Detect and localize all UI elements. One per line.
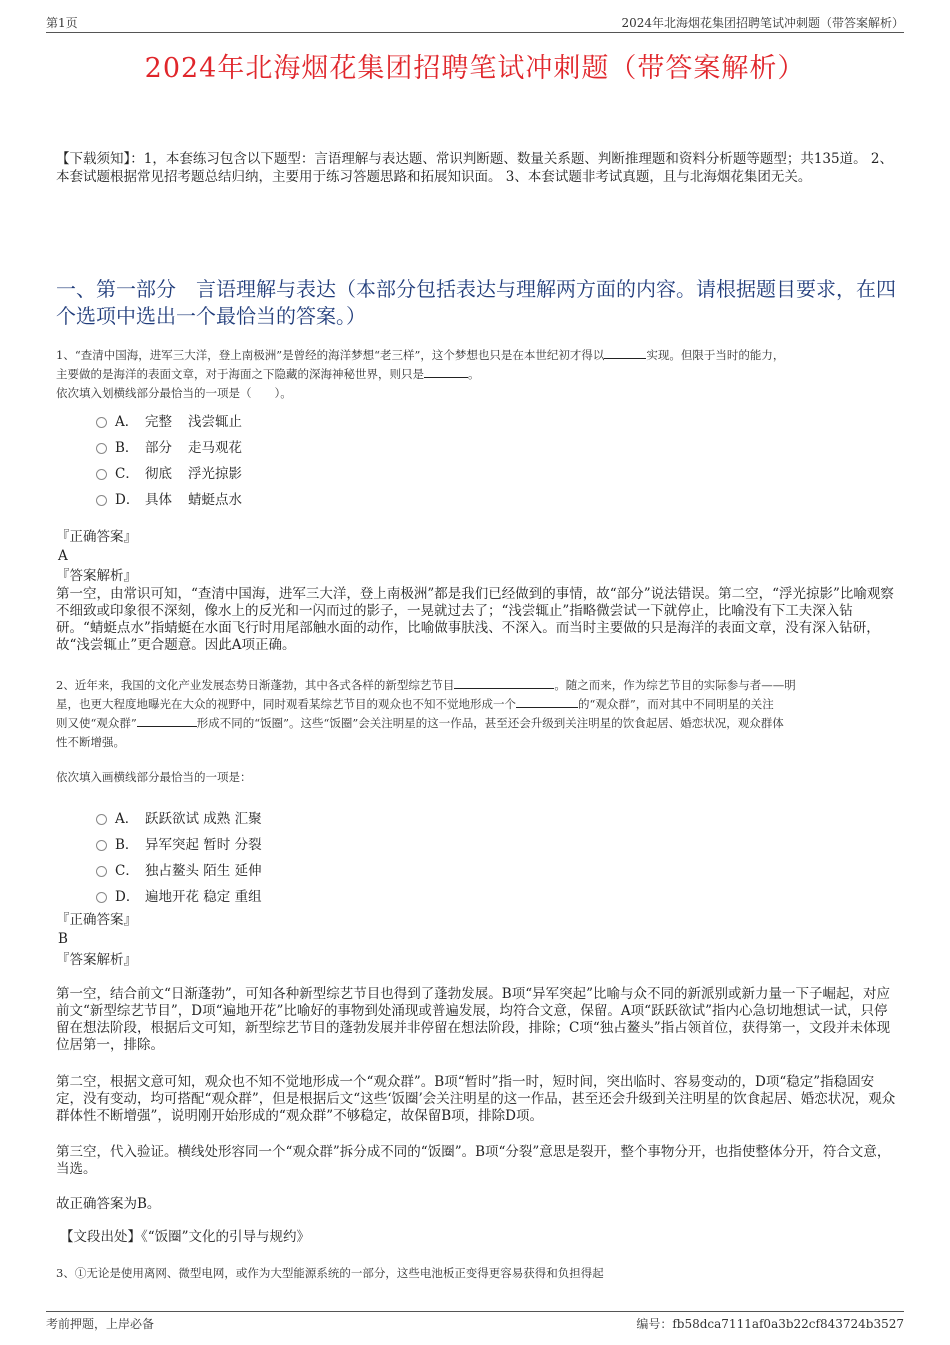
q2-analysis-label: 『答案解析』	[56, 952, 137, 968]
page-number: 第1页	[46, 16, 78, 30]
document-id: 编号：fb58dca7111af0a3b22cf843724b3527	[636, 1317, 904, 1331]
radio-icon[interactable]	[96, 814, 107, 825]
download-notice: 【下载须知】：1，本套练习包含以下题型：言语理解与表达题、常识判断题、数量关系题、判断推理题和资料分析题等题型；共135道。 2、本套试题根据常见招考题总结归纳，主要用于练习答题思路和拓展知识面。 3、本套试题非考试真题，且与北海烟花集团无关。	[56, 151, 893, 185]
question-2-stem: 2、近年来，我国的文化产业发展态势日渐蓬勃，其中各式各样的新型综艺节目 。随之而来，作为综艺节目的实际参与者——明 星，也更大程度地曝光在大众的视野中，同时观看某综艺节目的观众也不知不觉地形成一个 的“观众群”，而对其中不同明星的关注 则又使“观众群” 形成不同的“饭圈”。这些“饭圈”会关注明星的这一作品，甚至还会升级到关注明星的饮食起居、婚恋状况，观众群体 性不断增强。	[56, 678, 796, 749]
q2-blank-1	[454, 688, 554, 689]
q2-option-a[interactable]: A． 跃跃欲试 成熟 汇聚	[96, 807, 262, 827]
q1-option-d[interactable]: D． 具体 蜻蜓点水	[96, 488, 242, 508]
q2-option-d[interactable]: D． 遍地开花 稳定 重组	[96, 885, 262, 905]
radio-icon[interactable]	[96, 866, 107, 877]
q2-analysis-2: 第二空，根据文意可知，观众也不知不觉地形成一个“观众群”。B项“暂时”指一时，短时间，突出临时、容易变动的，D项“稳定”指稳固安定，没有变动，均可搭配“观众群”，但是根据后文“这些‘饭圈’会关注明星的这一作品，甚至还会升级到关注明星的饮食起居、婚恋状况，观众群体性不断增强”，说明刚开始形成的“观众群”不够稳定，故保留B项，排除D项。	[56, 1074, 896, 1124]
q1-option-b[interactable]: B． 部分 走马观花	[96, 436, 242, 456]
document-title: 2024年北海烟花集团招聘笔试冲刺题（带答案解析）	[144, 53, 806, 84]
q2-prompt: 依次填入画横线部分最恰当的一项是：	[56, 770, 252, 784]
q1-blank-2	[424, 377, 468, 378]
radio-icon[interactable]	[96, 840, 107, 851]
question-1-stem	[56, 346, 896, 403]
footer-slogan: 考前押题，上岸必备	[46, 1317, 155, 1331]
q1-text-1: 1、“查清中国海，进军三大洋，登上南极洲”是曾经的海洋梦想“老三样”，这个梦想也只是在本世纪初才得以	[56, 348, 605, 362]
q2-blank-3	[137, 726, 197, 727]
q2-source: 【文段出处】《“饭圈”文化的引导与规约》	[60, 1229, 311, 1245]
radio-icon[interactable]	[96, 495, 107, 506]
radio-icon[interactable]	[96, 892, 107, 903]
q2-conclusion: 故正确答案为B。	[56, 1196, 161, 1212]
q1-analysis: 第一空，由常识可知，“查清中国海，进军三大洋，登上南极洲”都是我们已经做到的事情，故“部分”说法错误。第二空，“浮光掠影”比喻观察不细致或印象很不深刻，像水上的反光和一闪而过的影子，一晃就过去了；“浅尝辄止”指略微尝试一下就停止，比喻没有下工夫深入钻研。“蜻蜓点水”指蜻蜓在水面飞行时用尾部触水面的动作，比喻做事肤浅、不深入。而当时主要做的只是海洋的表面文章，没有深入钻研，故“浅尝辄止”更合题意。因此A项正确。	[56, 586, 894, 653]
q2-blank-2	[516, 707, 578, 708]
q1-answer-label: 『正确答案』	[56, 529, 137, 545]
q2-analysis-3: 第三空，代入验证。横线处形容同一个“观众群”拆分成不同的“饭圈”。B项“分裂”意思是裂开，整个事物分开，也指使整体分开，符合文意，当选。	[56, 1144, 891, 1177]
radio-icon[interactable]	[96, 417, 107, 428]
q2-answer-label: 『正确答案』	[56, 912, 137, 928]
q2-option-b[interactable]: B． 异军突起 暂时 分裂	[96, 833, 262, 853]
q1-text-4: 。	[468, 367, 480, 381]
q2-answer: B	[58, 931, 68, 947]
radio-icon[interactable]	[96, 443, 107, 454]
q1-answer: A	[58, 548, 68, 564]
header-title: 2024年北海烟花集团招聘笔试冲刺题（带答案解析）	[621, 16, 904, 30]
section-heading: 一、第一部分 言语理解与表达（本部分包括表达与理解两方面的内容。请根据题目要求，在四个选项中选出一个最恰当的答案。）	[56, 277, 896, 328]
header-divider	[46, 32, 904, 33]
q1-option-a[interactable]: A． 完整 浅尝辄止	[96, 410, 242, 430]
radio-icon[interactable]	[96, 469, 107, 480]
q1-text-3: 主要做的是海洋的表面文章，对于海面之下隐藏的深海神秘世界，则只是	[56, 367, 424, 381]
q1-prompt: 依次填入划横线部分最恰当的一项是（ ）。	[56, 386, 292, 400]
q1-analysis-label: 『答案解析』	[56, 568, 137, 584]
q1-blank-1	[604, 358, 646, 359]
q2-option-c[interactable]: C． 独占鳌头 陌生 延伸	[96, 859, 262, 879]
q1-text-2: 实现。但限于当时的能力，	[646, 348, 785, 362]
footer-divider	[46, 1311, 904, 1312]
q2-analysis-1: 第一空，结合前文“日渐蓬勃”，可知各种新型综艺节目也得到了蓬勃发展。B项“异军突起”比喻与众不同的新派别或新力量一下子崛起，对应前文“新型综艺节目”，D项“遍地开花”比喻好的事物到处涌现或普遍发展，均符合文意，保留。A项“跃跃欲试”指内心急切地想试一试，只停留在想法阶段，根据后文可知，新型综艺节目的蓬勃发展并非停留在想法阶段，排除；C项“独占鳌头”指占领首位，获得第一，文段并未体现位居第一，排除。	[56, 986, 891, 1053]
question-3-stem: 3、①无论是使用离网、微型电网，或作为大型能源系统的一部分，这些电池板正变得更容易获得和负担得起	[56, 1266, 604, 1280]
q1-option-c[interactable]: C． 彻底 浮光掠影	[96, 462, 242, 482]
